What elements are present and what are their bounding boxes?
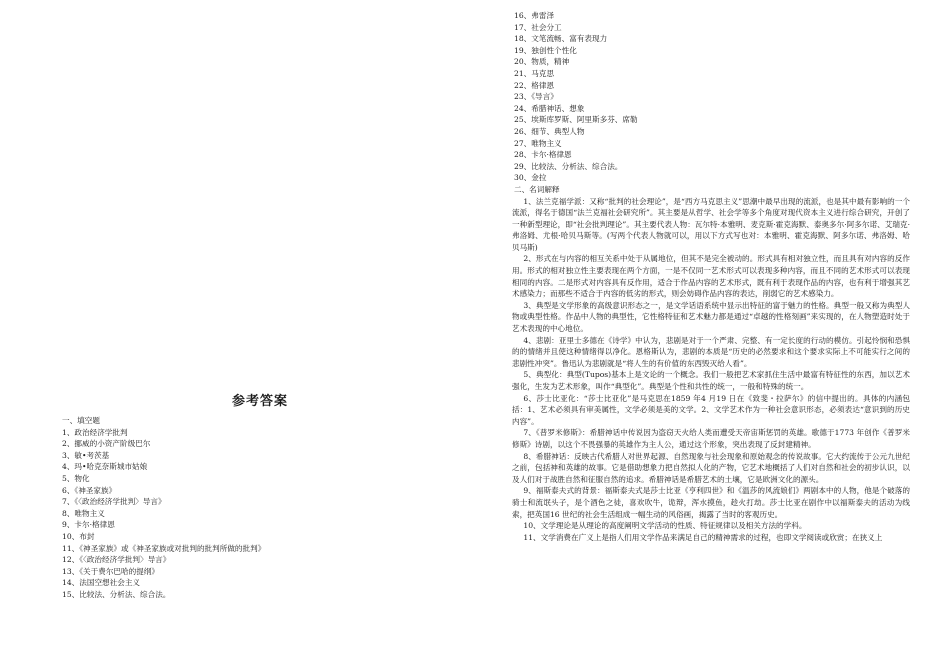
- left-column: [60, 390, 460, 601]
- list-item: 13、《关于费尔巴哈的提纲》: [62, 566, 159, 576]
- list-item: 10、布封: [62, 531, 95, 541]
- answer-title: 参考答案: [231, 394, 288, 409]
- list-item: 27、唯物主义: [514, 138, 562, 148]
- list-item: 1、政治经济学批判: [62, 427, 128, 437]
- list-item: 23、《导言》: [514, 92, 558, 102]
- paragraph: 5、典型化：典型(Tupos)基本上是文论的一个概念。我们一般把艺术家抓住生活中最富有特征性的东西，加以艺术强化，生发为艺术形象，叫作“典型化”。典型是个性和共性的统一，一般和特殊的统一。: [512, 370, 910, 391]
- paragraph: 7、《普罗米修斯》：希腊神话中传说因为盗窃天火给人类而遭受天帝宙斯惩罚的英雄。歌德于1773 年创作《普罗米修斯》诗剧，以这个不畏强暴的英雄作为主人公，通过这个形象，突出表现了反封建精神。: [512, 428, 910, 449]
- paragraph: 9、福斯泰夫式的背景：福斯泰夫式是莎士比亚《亨利四世》和《温莎的风流娘们》两剧本中的人物，他是个破落的骑士和流氓头子，是个酒色之徒，喜欢吹牛，诡辩，浑水摸鱼，趁火打劫。莎士比亚在剧作中以福斯泰夫的活动为线索，把英国16 世纪的社会生活组成一幅生动的风俗画，揭露了当时的客观历史。: [512, 486, 910, 519]
- term-explanations: [512, 196, 910, 544]
- paragraph: 11、文学消费在广义上是指人们用文学作品来满足自己的精神需求的过程，也即文学阅读或欣赏；在狭义上: [523, 532, 883, 542]
- section-heading: 二、名词解释: [514, 184, 560, 194]
- paragraph: 8、希腊神话：反映古代希腊人对世界起源、自然现象与社会现象和原始观念的传说故事。它大约流传于公元九世纪之前，包括神和英雄的故事。它是借助想象力把自然拟人化的产物，它艺术地概括了人们对自然和社会的初步认识，以及人们对于战胜自然和征服自然的追求。希腊神话是希腊艺术的土壤，它是欧洲文化的源头。: [512, 451, 910, 484]
- list-item: 14、法国空想社会主义: [62, 578, 141, 588]
- list-item: 20、物质，精神: [514, 57, 570, 67]
- list-item: 12、《〈政治经济学批判〉导言》: [62, 555, 171, 565]
- list-item: 4、玛•哈克奈斯城市姑娘: [62, 462, 148, 472]
- list-item: 一、填空题: [62, 416, 100, 425]
- list-item: 11、《神圣家族》或《神圣家族或对批判的批判所做的批判》: [62, 543, 266, 553]
- list-item: 28、卡尔·格律恩: [514, 150, 572, 160]
- list-item: 2、挪威的小资产阶级巴尔: [62, 439, 151, 449]
- paragraph: 4、悲剧：亚里士多德在《诗学》中认为，悲剧是对于一个严肃、完整、有一定长度的行动的模仿。引起怜悯和恐惧的的情绪并且使这种情绪得以净化。恩格斯认为，悲剧的本质是“历史的必然要求和这个要求实际上不可能实行之间的悲剧性冲突”。鲁迅认为悲剧就是“将人生的有价值的东西毁灭给人看”。: [512, 335, 910, 368]
- list-item: 5、物化: [62, 473, 90, 483]
- paragraph: 6、莎士比亚化：“莎士比亚化”是马克思在1859 年4 月19 日在《致斐・拉萨尔》的信中提出的。具体的内涵包括：1、艺术必须具有审美属性，文学必须是美的文学。2、文学艺术作为一种社会意识形态，必须表达“意识到的历史内容”。: [512, 393, 910, 426]
- list-item: 25、埃斯库罗斯、阿里斯多芬、席勒: [514, 115, 638, 125]
- list-item: 21、马克思: [514, 68, 555, 78]
- list-item: 26、细节、典型人物: [514, 126, 585, 136]
- answer-list: [512, 10, 910, 196]
- list-item: 9、卡尔·格律恩: [62, 520, 115, 530]
- list-item: 22、格律恩: [514, 80, 555, 90]
- list-item: 18、文笔流畅、富有表现力: [514, 34, 608, 44]
- list-item: 6、《神圣家族》: [62, 485, 117, 495]
- list-item: 30、金拉: [514, 173, 547, 183]
- paragraph: 1、法兰克福学派：又称“批判的社会理论”，是“西方马克思主义”思潮中最早出现的流派，也是其中最有影响的一个流派，得名于德国“法兰克福社会研究所”。其主要是从哲学、社会学等多个角度对现代资本主义进行综合研究，开创了一种新型理论，即“社会批判理论”。其主要代表人物：瓦尔特·本雅明、麦克斯·霍克海默、泰奥多尔·阿多尔诺、艾瑞克·弗洛姆、尤根·哈贝马斯等。(写两个代表人物就可以，用以下方式写也对：本雅明、霍克海默、阿多尔诺、弗洛姆、哈贝马斯): [512, 196, 910, 252]
- right-column: [512, 10, 910, 543]
- list-item: 8、唯物主义: [62, 508, 105, 518]
- list-item: 17、社会分工: [514, 22, 562, 32]
- list-item: 29、比较法、分析法、综合法。: [514, 161, 623, 171]
- list-item: 24、希腊神话、想象: [514, 103, 585, 113]
- fill-blank-list: [60, 415, 460, 601]
- paragraph: 3、典型是文学形象的高级意识形态之一，是文学话语系统中显示出特征的富于魅力的性格。典型一般又称为典型人物或典型性格。作品中人物的典型性，它性格特征和艺术魅力都是通过“卓越的性格刻画”来实现的，在人物塑造时处于艺术表现的中心地位。: [512, 300, 910, 334]
- paragraph: 2、形式在与内容的相互关系中处于从属地位，但其不是完全被动的。形式具有相对独立性，而且具有对内容的反作用。形式的相对独立性主要表现在两个方面，一是不仅同一艺术形式可以表现多种内容，而且不同的艺术形式可以表现相同的内容。二是形式对内容具有反作用，适合于作品内容的艺术形式，既有利于表现作品的内容，也有利于增强其艺术感染力；而那些不适合于内容的低劣的形式，则会妨碍作品内容的表达，削弱它的艺术感染力。: [512, 254, 910, 299]
- list-item: 7、《〈政治经济学批判〉导言》: [62, 497, 166, 507]
- list-item: 16、弗雷泽: [514, 11, 555, 20]
- paragraph: 10、文学理论是从理论的高度阐明文学活动的性质、特征规律以及相关方法的学科。: [523, 521, 807, 531]
- list-item: 15、比较法、分析法、综合法。: [62, 589, 171, 599]
- list-item: 3、敏•考茨基: [62, 450, 110, 460]
- list-item: 19、独创性个性化: [514, 45, 577, 55]
